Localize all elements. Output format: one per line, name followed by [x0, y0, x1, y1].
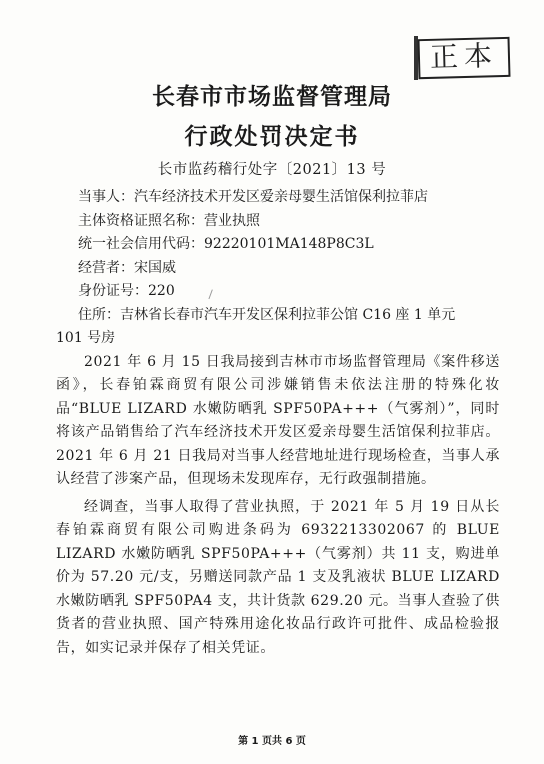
original-copy-stamp: 正本 [417, 37, 510, 79]
license-type: 主体资格证照名称：营业执照 [78, 212, 260, 229]
page-indicator: 第 1 页共 6 页 [238, 736, 306, 747]
agency-title: 长春市市场监督管理局 [152, 84, 392, 110]
document-body [56, 186, 500, 660]
party-name: 当事人：汽车经济技术开发区爱亲母婴生活馆保利拉菲店 [78, 189, 428, 205]
paragraph-investigation: 经调查，当事人取得了营业执照，于 2021 年 5 月 19 日从长春铂霖商贸有限公司购进条码为 6932213302067 的 BLUE LIZARD 水嫩防晒乳 SPF50PA+++（气雾剂）共 11 支，购进单价为 57.20 元/支，另赠送同款产品 1 支及乳液状 BLUE LIZARD 水嫩防晒乳 SPF50PA4 支，共计货款 629.20 元。当事人查验了供货者的营业执照、国产特殊用途化妆品行政许可批件、成品检验报告，如实记录并保存了相关凭证。 [56, 498, 500, 656]
credit-code: 统一社会信用代码：92220101MA148P8C3L [78, 236, 374, 252]
operator-name: 经营者：宋国威 [78, 259, 176, 276]
id-number: 身份证号：220 [78, 283, 175, 299]
address-line-2: 101 号房 [56, 330, 116, 346]
address-line-1: 住所：吉林省长春市汽车开发区保利拉菲公馆 C16 座 1 单元 [78, 306, 456, 323]
document-number: 长市监药稽行处字〔2021〕13 号 [157, 162, 387, 178]
paragraph-case-source: 2021 年 6 月 15 日我局接到吉林市市场监督管理局《案件移送函》，长春铂霖商贸有限公司涉嫌销售未依法注册的特殊化妆品“BLUE LIZARD 水嫩防晒乳 SPF50PA+++（气雾剂）”，同时将该产品销售给了汽车经济技术开发区爱亲母婴生活馆保利拉菲店。2021 年 6 月 21 日我局对当事人经营地址进行现场检查，当事人承认经营了涉案产品，但现场未发现库存，无行政强制措施。 [56, 353, 500, 487]
document-type-title: 行政处罚决定书 [184, 124, 360, 150]
